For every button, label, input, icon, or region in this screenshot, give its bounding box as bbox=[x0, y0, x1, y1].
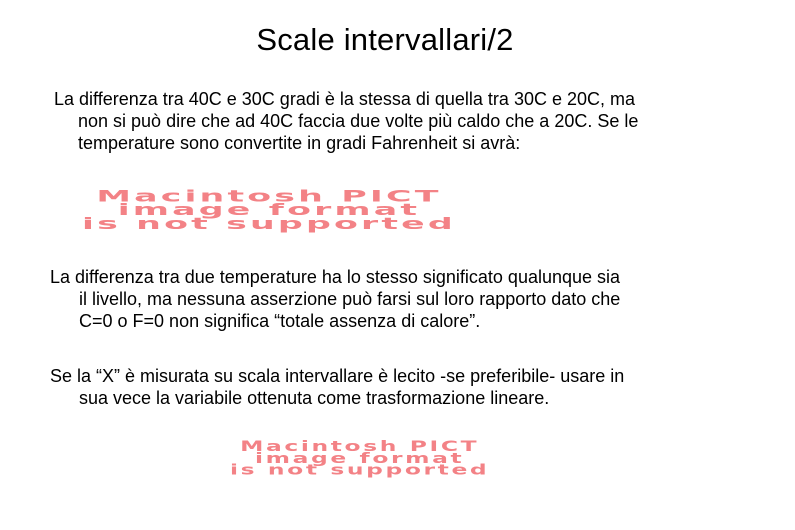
placeholder-line: image format bbox=[117, 201, 421, 220]
text-line: non si può dire che ad 40C faccia due volte più caldo che a 20C. Se le bbox=[78, 111, 639, 131]
text-line: Se la “X” è misurata su scala intervallare è lecito -se preferibile- usare in bbox=[50, 366, 625, 386]
unsupported-image-placeholder bbox=[230, 438, 490, 479]
text-line: La differenza tra 40C e 30C gradi è la stessa di quella tra 30C e 20C, ma bbox=[54, 89, 636, 109]
placeholder-line: Macintosh PICT bbox=[240, 438, 480, 456]
paragraph-linear-transformation bbox=[50, 365, 624, 409]
text-line: sua vece la variabile ottenuta come trasformazione lineare. bbox=[79, 388, 550, 408]
paragraph-celsius-difference bbox=[54, 88, 638, 154]
text-line: temperature sono convertite in gradi Fahrenheit si avrà: bbox=[78, 133, 521, 153]
paragraph-temperature-ratio bbox=[50, 266, 620, 332]
text-line: il livello, ma nessuna asserzione può farsi sul loro rapporto dato che bbox=[79, 289, 621, 309]
text-line: C=0 o F=0 non significa “totale assenza di calore”. bbox=[79, 311, 481, 331]
placeholder-line: Macintosh PICT bbox=[96, 187, 442, 206]
placeholder-line: is not supported bbox=[82, 215, 456, 234]
text-line: La differenza tra due temperature ha lo stesso significato qualunque sia bbox=[50, 267, 621, 287]
placeholder-line: is not supported bbox=[230, 462, 490, 479]
unsupported-image-placeholder bbox=[82, 187, 456, 234]
slide-title: Scale intervallari/2 bbox=[256, 22, 514, 57]
placeholder-line: image format bbox=[254, 450, 465, 467]
